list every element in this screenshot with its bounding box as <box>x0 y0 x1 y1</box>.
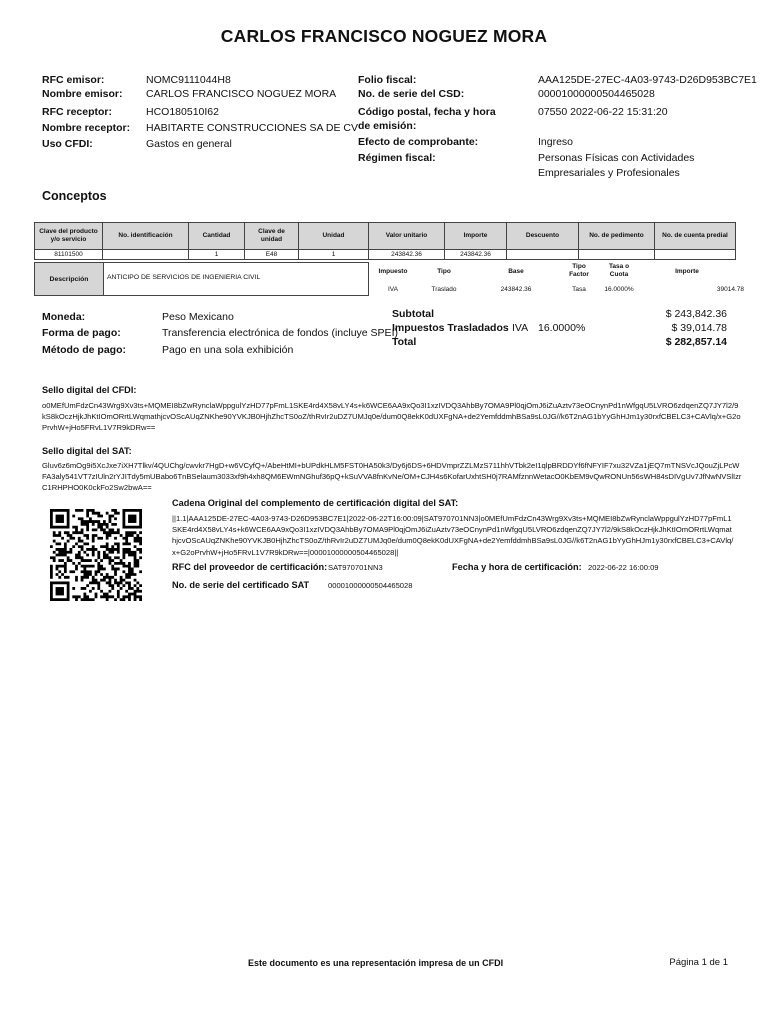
forma-pago-label: Forma de pago: <box>42 327 121 339</box>
header-cuenta-predial: No. de cuenta predial <box>655 223 736 250</box>
rfc-receptor-label: RFC receptor: <box>42 106 113 118</box>
fecha-certificacion-value: 2022-06-22 16:00:09 <box>588 563 659 572</box>
cell-clave-unidad: E48 <box>245 250 299 260</box>
moneda-label: Moneda: <box>42 311 86 323</box>
rfc-emisor-value: NOMC9111044H8 <box>146 74 231 86</box>
tax-header-tipo-factor: Tipo Factor <box>569 263 589 278</box>
header-descuento: Descuento <box>507 223 579 250</box>
rfc-emisor-label: RFC emisor: <box>42 74 105 86</box>
sello-cfdi-value: o0MEfUmFdzCn43Wrg9Xv3ts+MQMEI8bZwRynclaWppgulYzHD77pFmL1SKE4rd4X58vLY4s+k6WCE6AA9xQo3I1xzIVDQ3AhbBy7OMA9Pl0qjOmJ6iZuAztv73eOCnynPd1nWfgqU5LVRO6zdqenZQ7JY7l2/9kS8kOczHjkJhKtIOmORrtLWqmathjcvOScAUqZNKhe90YVKJB0HjhZhcTS0oZ/thRvIr2uDZ7UMJq0e/dum0Q8ekK0dUXFgNA+de2YemfddmhBSa9sL0JG//k6T2nAG1bYyGhHJm1y30rxfCBELC3+CAVlq/x+G2oPrvhW+jHo5FRvL1V7R9kDRw== <box>42 401 741 433</box>
impuestos-tasa: 16.0000% <box>538 322 586 334</box>
total-label: Total <box>392 336 417 348</box>
uso-cfdi-label: Uso CFDI: <box>42 138 93 150</box>
tax-cell-base: 243842.36 <box>500 286 532 293</box>
folio-fiscal-label: Folio fiscal: <box>358 74 417 86</box>
cell-no-identificacion <box>103 250 189 260</box>
conceptos-heading: Conceptos <box>42 189 107 203</box>
cell-descuento <box>507 250 579 260</box>
metodo-pago-value: Pago en una sola exhibición <box>162 344 294 356</box>
codigo-postal-label: Código postal, fecha y hora de emisión: <box>358 106 496 132</box>
serie-certificado-value: 00001000000504465028 <box>328 581 413 590</box>
cell-clave-producto: 81101500 <box>35 250 103 260</box>
fecha-certificacion-label: Fecha y hora de certificación: <box>452 562 582 572</box>
qr-code-icon <box>50 509 142 601</box>
tax-header-importe: Importe <box>675 268 699 275</box>
header-unidad: Unidad <box>299 223 369 250</box>
csd-value: 00001000000504465028 <box>538 88 655 100</box>
header-importe: Importe <box>445 223 507 250</box>
folio-fiscal-value: AAA125DE-27EC-4A03-9743-D26D953BC7E1 <box>538 74 757 86</box>
page-number: Página 1 de 1 <box>669 957 728 968</box>
impuestos-tipo: IVA <box>512 322 529 334</box>
cadena-label: Cadena Original del complemento de certificación digital del SAT: <box>172 498 459 508</box>
rfc-receptor-value: HCO180510I62 <box>146 106 219 118</box>
description-text: ANTICIPO DE SERVICIOS DE INGENIERIA CIVIL <box>107 274 261 281</box>
concepts-table <box>34 222 736 260</box>
nombre-emisor-label: Nombre emisor: <box>42 88 123 100</box>
efecto-label: Efecto de comprobante: <box>358 136 479 148</box>
tax-cell-tipo-factor: Tasa <box>572 286 586 293</box>
total-value: $ 282,857.14 <box>665 336 727 348</box>
moneda-value: Peso Mexicano <box>162 311 234 323</box>
impuestos-value: $ 39,014.78 <box>671 322 727 334</box>
subtotal-value: $ 243,842.36 <box>665 308 727 320</box>
sello-cfdi-label: Sello digital del CFDI: <box>42 385 137 395</box>
header-valor-unitario: Valor unitario <box>369 223 445 250</box>
header-clave-producto: Clave del producto y/o servicio <box>35 223 103 250</box>
efecto-value: Ingreso <box>538 136 574 148</box>
cell-valor-unitario: 243842.36 <box>369 250 445 260</box>
rfc-proveedor-value: SAT970701NN3 <box>328 563 383 572</box>
uso-cfdi-value: Gastos en general <box>146 138 232 150</box>
rfc-proveedor-label: RFC del proveedor de certificación: <box>172 562 328 572</box>
description-label: Descripción <box>35 263 104 295</box>
tax-cell-impuesto: IVA <box>388 286 398 293</box>
header-no-identificacion: No. identificación <box>103 223 189 250</box>
tax-header-tipo: Tipo <box>437 268 451 275</box>
footer-note: Este documento es una representación impresa de un CFDI <box>248 958 504 968</box>
cell-cuenta-predial <box>655 250 736 260</box>
tax-cell-tasa: 16.0000% <box>604 286 634 293</box>
sello-sat-label: Sello digital del SAT: <box>42 446 132 456</box>
codigo-postal-value: 07550 2022-06-22 15:31:20 <box>538 106 668 118</box>
regimen-value: Personas Físicas con Actividades Empresariales y Profesionales <box>538 152 695 179</box>
cell-importe: 243842.36 <box>445 250 507 260</box>
tax-cell-importe: 39014.78 <box>716 286 744 293</box>
header-clave-unidad: Clave de unidad <box>245 223 299 250</box>
regimen-label: Régimen fiscal: <box>358 152 436 164</box>
cadena-value: ||1.1|AAA125DE-27EC-4A03-9743-D26D953BC7E1|2022-06-22T16:00:09|SAT970701NN3|o0MEfUmFdzCn43Wrg9Xv3ts+MQMEI8bZwRynclaWppgulYzHD77pFmL1SKE4rd4X58vLY4s+k6WCE6AA9xQo3I1xzIVDQ3AhbBy7OMA9Pl0qjOmJ6iZuAztv73eOCnynPd1nWfgqU5LVRO6zdqenZQ7JY7l2/9kS8kOczHjkJhKtIOmORrtLWqmathjcvOScAUqZNKhe90YVKJB0HjhZhcTS0oZ/thRvIr2uDZ7UMJq0e/dum0Q8ekK0dUXFgNA+de2YemfddmhBSa9sL0JG//k6T2nAG1bYyGhHJm1y30rxfCBELC3+CAVlq/x+G2oPrvhW+jHo5FRvL1V7R9kDRw==|00001000000504465028|| <box>172 514 734 557</box>
nombre-receptor-label: Nombre receptor: <box>42 122 131 134</box>
cell-unidad: 1 <box>299 250 369 260</box>
document-title: CARLOS FRANCISCO NOGUEZ MORA <box>220 26 548 46</box>
csd-label: No. de serie del CSD: <box>358 88 465 100</box>
tax-cell-tipo: Traslado <box>431 286 457 293</box>
concepts-header-row <box>35 223 736 250</box>
impuestos-label: Impuestos Trasladados <box>392 322 509 334</box>
tax-header-tasa-cuota: Tasa o Cuota <box>608 263 630 278</box>
tax-header-base: Base <box>508 268 524 275</box>
description-block <box>34 262 744 296</box>
cell-no-pedimento <box>579 250 655 260</box>
cell-cantidad: 1 <box>189 250 245 260</box>
table-row <box>35 250 736 260</box>
description-box <box>34 262 369 296</box>
nombre-emisor-value: CARLOS FRANCISCO NOGUEZ MORA <box>146 88 337 100</box>
header-cantidad: Cantidad <box>189 223 245 250</box>
metodo-pago-label: Método de pago: <box>42 344 126 356</box>
tax-header-impuesto: Impuesto <box>378 268 408 275</box>
subtotal-label: Subtotal <box>392 308 434 320</box>
header-no-pedimento: No. de pedimento <box>579 223 655 250</box>
forma-pago-value: Transferencia electrónica de fondos (incluye SPEI) <box>162 327 398 339</box>
nombre-receptor-value: HABITARTE CONSTRUCCIONES SA DE CV <box>146 122 358 134</box>
sello-sat-value: Gluv6z6mOg9i5XcJxe7iXH7Tlkv/4QUChg/cwvkr7HgD+w6VCyfQ+/AbeHtMI+bUPdkHLM5FST0HA50k3/Dy6j6DS+6HDVmprZZLMzS711hhVTbk2eI1qlpBRDDYf6fNFYIF7xu32VZa1jEQ7mTNSVcJQouZjLPcWFA3aly541VT7zIUln2rYJITdy5mUBabo6TnBSelaum3033xf9h4xh8QM6EWmNGhuf36pQ+kSuVVA8fnKvNe/OM+CJH4s6KofarUxhtSH0j7RAMfznnWetacO0KbEM9vQwRONUn56sWH84sDIVgUv7JfNwNVSlIzrC1RHPHO0K0ckFo2Sw2bwA== <box>42 461 742 493</box>
serie-certificado-label: No. de serie del certificado SAT <box>172 580 310 590</box>
